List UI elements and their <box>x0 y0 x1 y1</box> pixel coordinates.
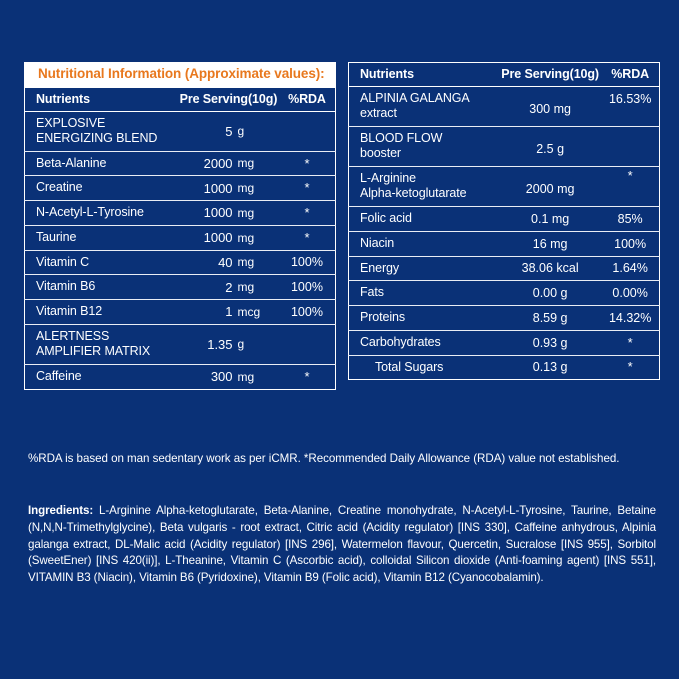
nutrient-rda: 100% <box>601 231 659 256</box>
right-header-serving: Pre Serving(10g) <box>499 63 601 87</box>
table-row <box>25 201 336 226</box>
nutrient-rda: * <box>601 355 659 380</box>
table-row <box>349 256 660 281</box>
nutrient-rda: 85% <box>601 207 659 232</box>
tables-container <box>24 62 660 390</box>
table-row <box>349 207 660 232</box>
nutrient-rda: * <box>279 151 336 176</box>
nutrient-name: Vitamin C <box>25 250 178 275</box>
nutrient-unit: mg <box>237 225 279 250</box>
nutrient-amount: 16 mg <box>499 231 601 256</box>
nutrient-name: Niacin <box>349 231 499 256</box>
nutrient-unit: mg <box>237 275 279 300</box>
nutrient-name: Beta-Alanine <box>25 151 178 176</box>
nutrient-name: L-Arginine Alpha-ketoglutarate <box>349 167 499 207</box>
nutrient-rda <box>279 111 336 151</box>
nutrient-rda: 1.64% <box>601 256 659 281</box>
nutrient-unit: g <box>237 324 279 364</box>
right-header-rda: %RDA <box>601 63 659 87</box>
left-table-column <box>24 62 336 390</box>
nutrient-unit: mg <box>237 250 279 275</box>
table-row <box>349 231 660 256</box>
table-row <box>349 330 660 355</box>
table-row <box>25 111 336 151</box>
left-nutrition-table <box>24 87 336 390</box>
nutrient-amount: 2.5 g <box>499 127 601 167</box>
nutrient-name: Vitamin B6 <box>25 275 178 300</box>
nutrient-rda: * <box>279 364 336 389</box>
nutrient-name: Proteins <box>349 306 499 331</box>
right-table-column <box>348 62 660 380</box>
nutrient-amount: 0.93 g <box>499 330 601 355</box>
nutrient-name: BLOOD FLOW booster <box>349 127 499 167</box>
nutrient-amount: 8.59 g <box>499 306 601 331</box>
nutrient-amount: 300 mg <box>499 87 601 127</box>
table-row <box>349 281 660 306</box>
nutrient-amount: 0.1 mg <box>499 207 601 232</box>
nutrient-amount: 0.00 g <box>499 281 601 306</box>
rda-footnote: %RDA is based on man sedentary work as per iCMR. *Recommended Daily Allowance (RDA) value not established. <box>28 452 620 465</box>
nutrient-amount: 1000 <box>178 201 237 226</box>
nutrient-amount: 1 <box>178 300 237 325</box>
nutrient-rda: 100% <box>279 300 336 325</box>
nutrient-name: Creatine <box>25 176 178 201</box>
ingredients-text: L-Arginine Alpha-ketoglutarate, Beta-Alanine, Creatine monohydrate, N-Acetyl-L-Tyrosine, Taurine, Betaine (N,N,N-Trimethylglycine), Beta vulgaris - root extract, Citric acid (Acidity regulator) [INS 330], Caffeine anhydrous, Alpinia galanga extract, DL-Malic acid (Acidity regulator) [INS 296], Watermelon flavour, Quercetin, Sucralose [INS 955], Sorbitol (SweetEner) [INS 420(ii)], L-Theanine, Vitamin C (Ascorbic acid), colloidal Silicon dioxide (Anti-foaming agent) [INS 551], VITAMIN B3 (Niacin), Vitamin B6 (Pyridoxine), Vitamin B9 (Folic acid), Vitamin B12 (Cyanocobalamin). <box>28 504 656 585</box>
right-header-nutrients: Nutrients <box>349 63 499 87</box>
nutrient-rda: 16.53% <box>601 87 659 127</box>
table-row <box>349 87 660 127</box>
table-row <box>25 151 336 176</box>
nutrient-amount: 1.35 <box>178 324 237 364</box>
nutrient-name: EXPLOSIVE ENERGIZING BLEND <box>25 111 178 151</box>
nutrient-rda: * <box>279 201 336 226</box>
nutrient-rda <box>279 324 336 364</box>
nutritional-information-banner <box>24 62 336 87</box>
table-row <box>25 324 336 364</box>
nutrient-amount: 0.13 g <box>499 355 601 380</box>
nutrient-rda: * <box>601 167 659 207</box>
nutrient-rda: * <box>279 225 336 250</box>
nutrient-amount: 300 <box>178 364 237 389</box>
nutrient-unit: g <box>237 111 279 151</box>
table-row <box>349 167 660 207</box>
table-row <box>25 275 336 300</box>
table-row <box>349 306 660 331</box>
left-header-nutrients: Nutrients <box>25 87 178 111</box>
nutrient-name: Vitamin B12 <box>25 300 178 325</box>
nutrient-name: Fats <box>349 281 499 306</box>
nutrient-name: N-Acetyl-L-Tyrosine <box>25 201 178 226</box>
nutrient-amount: 40 <box>178 250 237 275</box>
nutrient-name: Total Sugars <box>349 355 499 380</box>
nutrient-rda: 14.32% <box>601 306 659 331</box>
nutrient-unit: mg <box>237 364 279 389</box>
left-header-rda: %RDA <box>279 87 336 111</box>
nutrient-name: ALPINIA GALANGA extract <box>349 87 499 127</box>
ingredients-paragraph <box>28 503 656 587</box>
left-table-body <box>25 111 336 389</box>
nutrient-amount: 38.06 kcal <box>499 256 601 281</box>
nutrient-amount: 1000 <box>178 176 237 201</box>
nutrient-unit: mg <box>237 151 279 176</box>
nutrient-amount: 1000 <box>178 225 237 250</box>
table-row <box>25 300 336 325</box>
nutrient-unit: mcg <box>237 300 279 325</box>
nutrient-unit: mg <box>237 176 279 201</box>
banner-title: Nutritional Information (Approximate values): <box>38 66 325 81</box>
table-row <box>349 127 660 167</box>
right-nutrition-table <box>348 62 660 380</box>
left-table-header-row <box>25 87 336 111</box>
nutrient-amount: 5 <box>178 111 237 151</box>
nutrient-unit: mg <box>237 201 279 226</box>
nutrient-name: Taurine <box>25 225 178 250</box>
nutrient-rda: * <box>601 330 659 355</box>
nutrient-rda: 100% <box>279 275 336 300</box>
table-row <box>25 176 336 201</box>
table-row <box>25 225 336 250</box>
right-table-body <box>349 87 660 380</box>
nutrient-name: Carbohydrates <box>349 330 499 355</box>
ingredients-label: Ingredients: <box>28 504 94 517</box>
left-header-serving: Pre Serving(10g) <box>178 87 279 111</box>
table-row <box>25 364 336 389</box>
table-row <box>349 355 660 380</box>
right-table-header-row <box>349 63 660 87</box>
nutrient-rda: * <box>279 176 336 201</box>
nutrient-name: Energy <box>349 256 499 281</box>
nutrient-name: Caffeine <box>25 364 178 389</box>
nutrient-name: ALERTNESS AMPLIFIER MATRIX <box>25 324 178 364</box>
nutrient-name: Folic acid <box>349 207 499 232</box>
nutrient-rda: 100% <box>279 250 336 275</box>
nutrient-amount: 2 <box>178 275 237 300</box>
nutrient-amount: 2000 <box>178 151 237 176</box>
nutrient-rda: 0.00% <box>601 281 659 306</box>
table-row <box>25 250 336 275</box>
nutrient-rda <box>601 127 659 167</box>
nutrient-amount: 2000 mg <box>499 167 601 207</box>
